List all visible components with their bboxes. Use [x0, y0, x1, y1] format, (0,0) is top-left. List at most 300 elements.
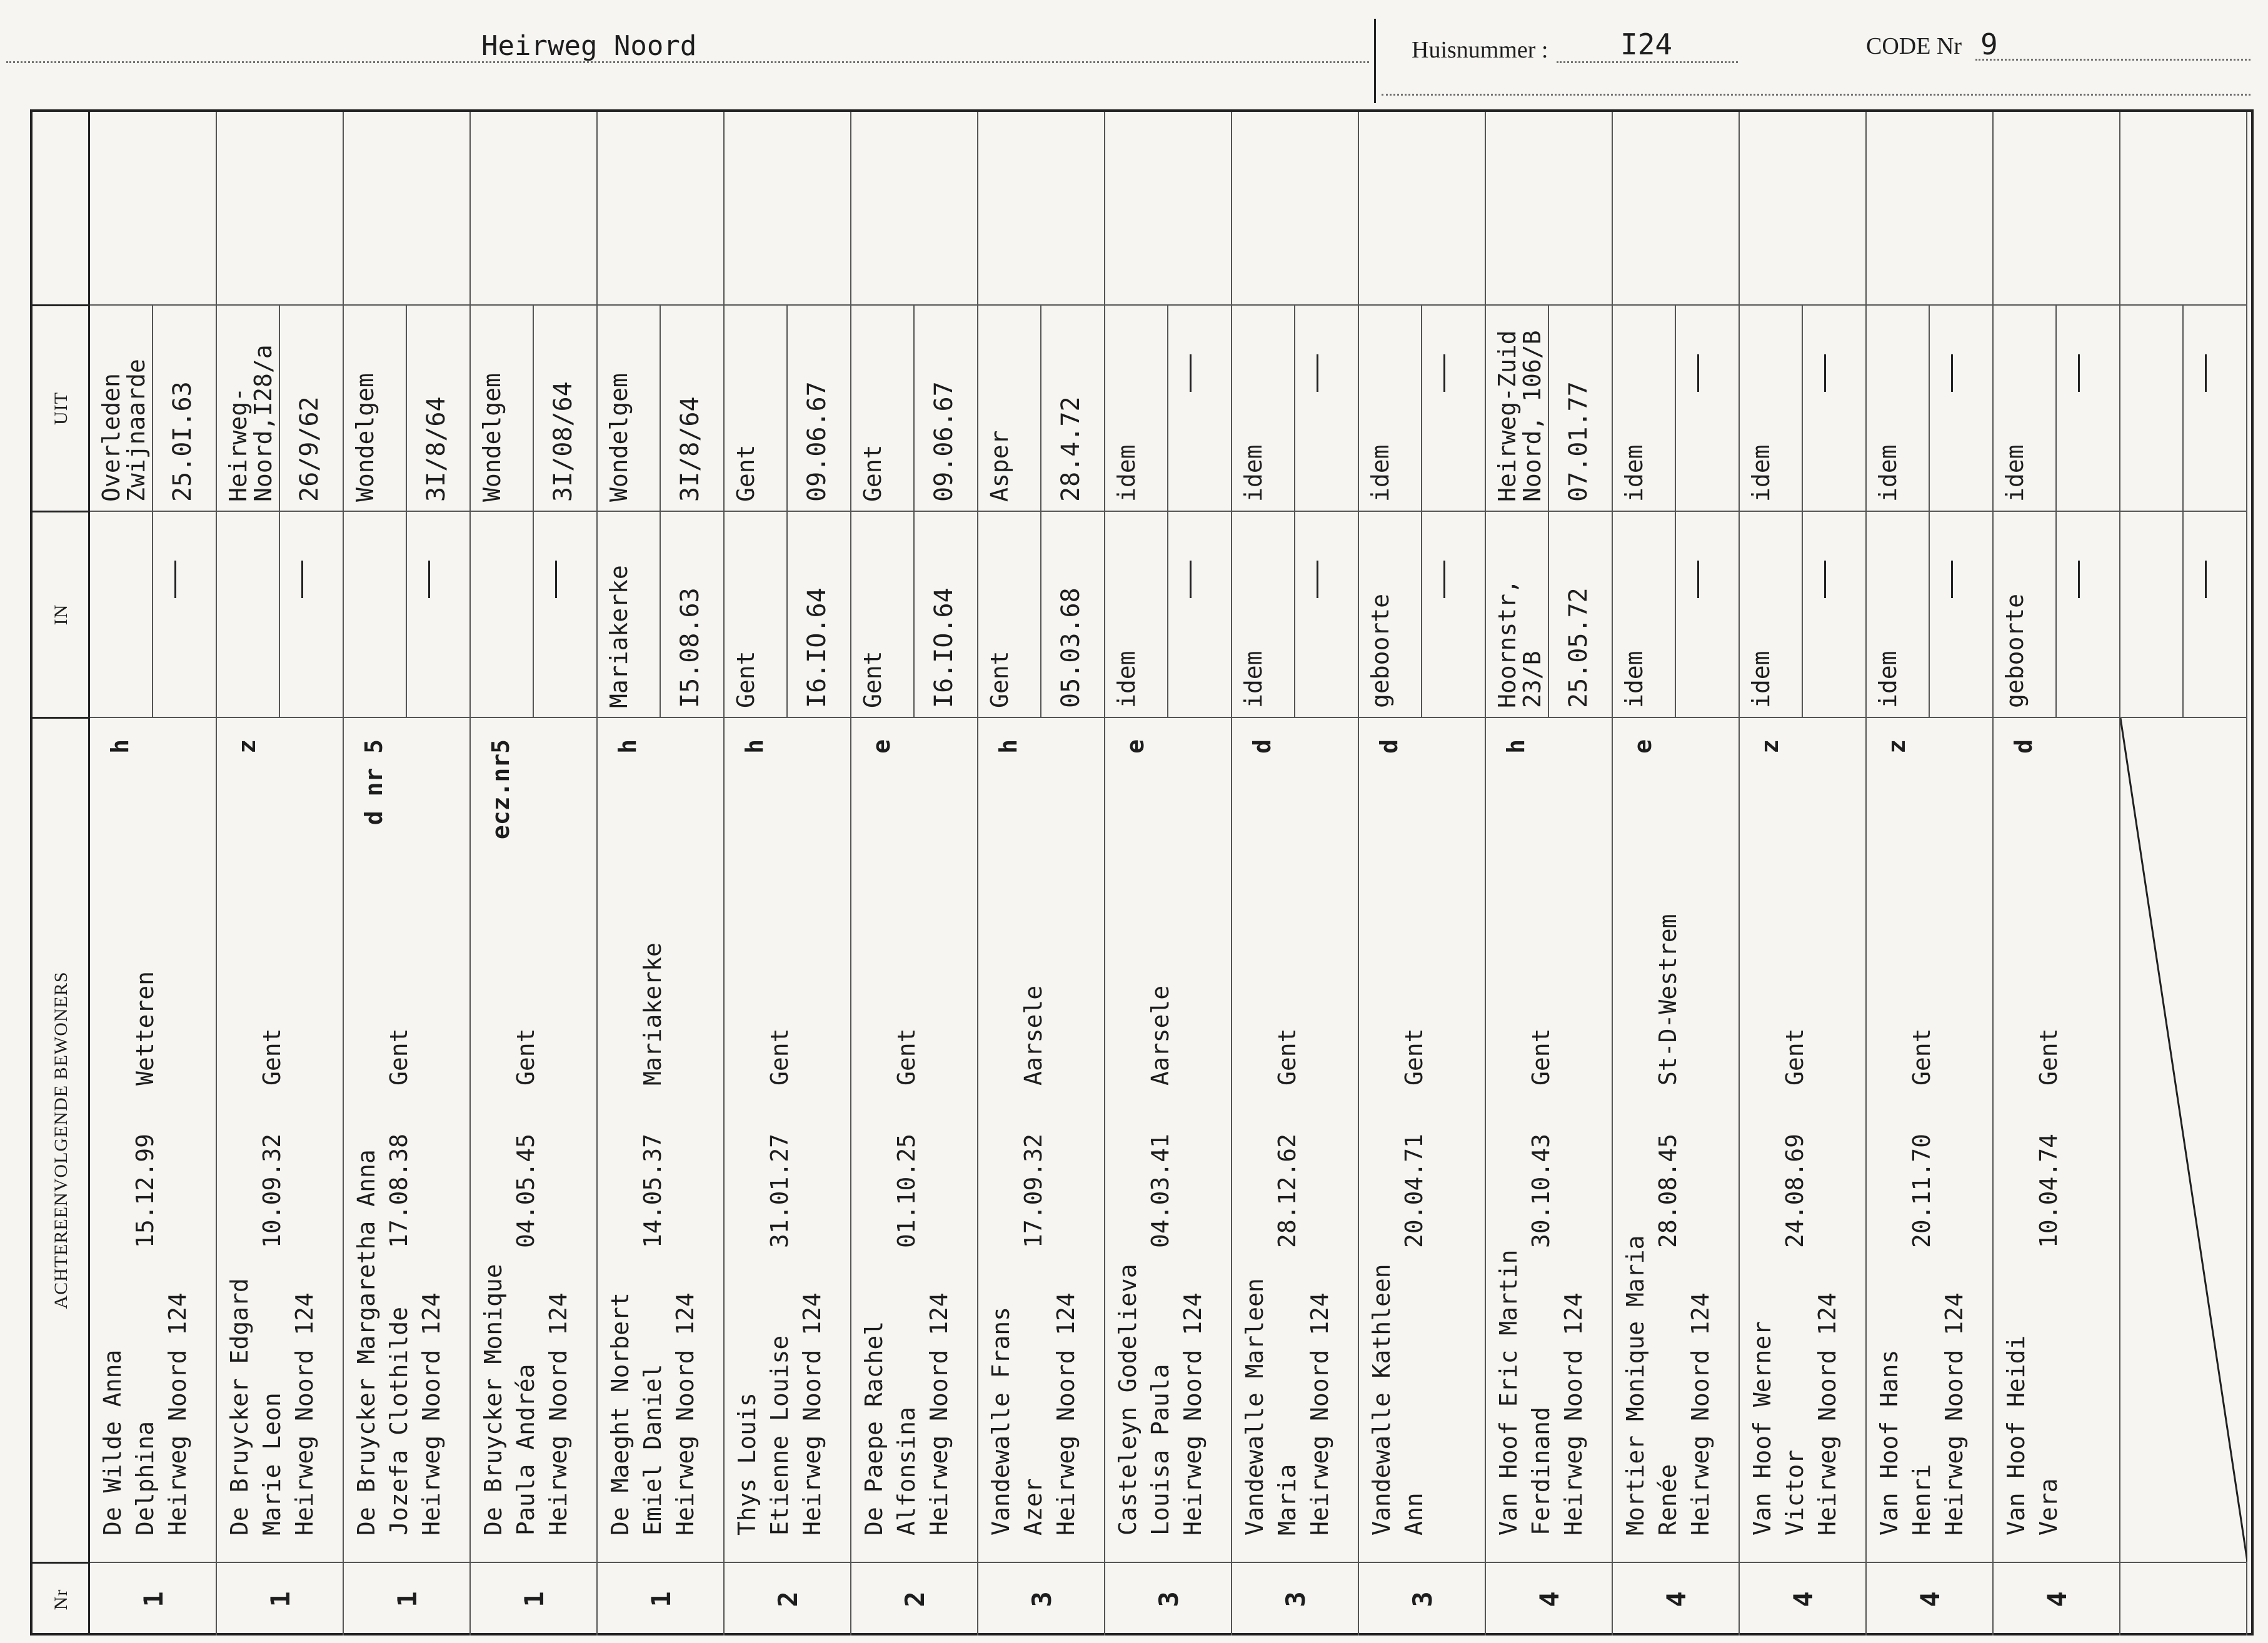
street-dotted-line [6, 61, 1369, 63]
birth-date: 10.09.32 [258, 1133, 286, 1248]
resident-address: Heirweg Noord 124 [671, 1292, 699, 1536]
resident-surname: Van Hoof Hans [1875, 1349, 1903, 1536]
in-origin: Mariakerke [598, 512, 661, 717]
household-nr: 4 [1613, 1562, 1740, 1636]
in-origin: Hoornstr, 23/B [1486, 512, 1549, 717]
resident-given-names: Emiel Daniel [639, 1364, 666, 1536]
table-row [978, 112, 1105, 1636]
blank-cell [1613, 112, 1740, 304]
resident-line-2 [1147, 734, 1179, 1536]
relation-code: d nr 5 [360, 739, 388, 826]
resident-surname: De Maeght Norbert [606, 1292, 634, 1536]
uit-cell [1105, 304, 1232, 511]
household-nr: 1 [344, 1562, 471, 1636]
household-nr: 4 [1486, 1562, 1613, 1636]
in-cell [598, 511, 725, 717]
resident-address: Heirweg Noord 124 [798, 1292, 826, 1536]
birth-place: Wetteren [131, 971, 159, 1086]
in-cell [725, 511, 851, 717]
blank-cell [1105, 112, 1232, 304]
empty-dash [1190, 561, 1192, 598]
birth-date: 04.05.45 [512, 1133, 539, 1248]
empty-dash [1443, 354, 1445, 392]
code-dotted-line [1975, 59, 2250, 61]
blank-cell [851, 112, 978, 304]
resident-line-2 [1527, 734, 1560, 1536]
in-origin: geboorte [1359, 512, 1422, 717]
resident-line-2 [2035, 734, 2067, 1536]
resident-line-2 [1020, 734, 1052, 1536]
uit-date: 26/9/62 [295, 396, 324, 502]
resident-cell [1994, 717, 2120, 1562]
resident-surname: Thys Louis [733, 1392, 761, 1536]
resident-cell [1613, 717, 1740, 1562]
resident-given-names: Vera [2035, 1478, 2062, 1536]
resident-line-2 [893, 734, 925, 1536]
resident-line-2 [1400, 734, 1433, 1536]
uit-cell [471, 304, 598, 511]
in-origin: geboorte [1994, 512, 2057, 717]
table-row [1867, 112, 1994, 1636]
uit-cell [2120, 304, 2247, 511]
uit-destination: idem [1359, 306, 1422, 511]
card-header [0, 0, 2268, 103]
table-row [471, 112, 598, 1636]
in-origin: idem [1740, 512, 1803, 717]
uit-date: 09.06.67 [930, 381, 958, 502]
household-nr: 4 [1994, 1562, 2120, 1636]
in-origin: idem [1867, 512, 1930, 717]
uit-date [2057, 306, 2120, 511]
relation-code: h [995, 739, 1022, 754]
resident-given-names: Ferdinand [1527, 1407, 1555, 1536]
empty-dash [2078, 354, 2080, 392]
birth-date: 20.11.70 [1908, 1133, 1935, 1248]
uit-date: 3I/8/64 [422, 396, 451, 502]
relation-code: h [614, 739, 641, 754]
resident-given-names: Henri [1908, 1464, 1935, 1536]
uit-date [1803, 306, 1867, 511]
resident-cell [471, 717, 598, 1562]
col-header-blank [33, 112, 90, 304]
uit-cell [344, 304, 471, 511]
rotated-table [33, 112, 2254, 1636]
resident-address: Heirweg Noord 124 [418, 1292, 445, 1536]
birth-place: Gent [2035, 1028, 2062, 1086]
empty-dash [1190, 354, 1192, 392]
in-cell [978, 511, 1105, 717]
resident-cell [2120, 717, 2247, 1562]
household-nr: 1 [90, 1562, 217, 1636]
uit-destination: Wondelgem [344, 306, 407, 511]
resident-line-3 [1179, 734, 1212, 1536]
household-nr: 2 [725, 1562, 851, 1636]
in-cell [471, 511, 598, 717]
blank-cell [2120, 112, 2247, 304]
resident-surname: Vandewalle Frans [987, 1306, 1015, 1536]
birth-place: Mariakerke [639, 942, 666, 1086]
uit-cell [1232, 304, 1359, 511]
birth-date: 20.04.71 [1400, 1133, 1428, 1248]
uit-destination: idem [1867, 306, 1930, 511]
relation-code: z [233, 739, 261, 754]
household-nr [2120, 1562, 2247, 1636]
blank-cell [344, 112, 471, 304]
resident-address: Heirweg Noord 124 [1814, 1292, 1841, 1536]
resident-cell [1105, 717, 1232, 1562]
birth-place: Gent [1908, 1028, 1935, 1086]
uit-cell [1613, 304, 1740, 511]
resident-line-1 [1622, 734, 1654, 1536]
table-row [598, 112, 725, 1636]
header-divider [1374, 19, 1376, 103]
relation-code: e [1121, 739, 1149, 754]
resident-given-names: Delphina [131, 1421, 159, 1536]
relation-code: d [1375, 739, 1403, 754]
resident-given-names: Ann [1400, 1492, 1428, 1536]
in-date [2184, 512, 2247, 717]
col-header-residents: ACHTEREENVOLGENDE BEWONERS [33, 717, 90, 1562]
resident-line-3 [1306, 734, 1338, 1536]
resident-line-3 [1433, 734, 1465, 1536]
resident-line-1 [733, 734, 766, 1536]
birth-date: 15.12.99 [131, 1133, 159, 1248]
birth-date: 28.12.62 [1273, 1133, 1301, 1248]
col-header-in: IN [33, 511, 90, 717]
in-origin [344, 512, 407, 717]
uit-date [1930, 306, 1994, 511]
table-row [2120, 112, 2247, 1636]
col-header-uit: UIT [33, 304, 90, 511]
resident-surname: De Bruycker Monique [479, 1264, 507, 1536]
resident-line-2 [512, 734, 544, 1536]
uit-destination: idem [1740, 306, 1803, 511]
uit-destination: Wondelgem [471, 306, 534, 511]
household-nr: 3 [1105, 1562, 1232, 1636]
birth-date: 28.08.45 [1654, 1133, 1682, 1248]
in-origin: Gent [725, 512, 788, 717]
resident-cell [725, 717, 851, 1562]
birth-place: Gent [1527, 1028, 1555, 1086]
uit-destination: idem [1994, 306, 2057, 511]
resident-line-3 [544, 734, 577, 1536]
uit-destination: Heirweg-Noord,I28/a [217, 306, 280, 511]
relation-code: d [2010, 739, 2037, 754]
uit-destination: Heirweg-Zuid Noord, 106/B [1486, 306, 1549, 511]
resident-cell [90, 717, 217, 1562]
blank-cell [217, 112, 344, 304]
resident-cell [978, 717, 1105, 1562]
uit-date [1168, 306, 1232, 511]
empty-dash [1824, 561, 1826, 598]
resident-surname: De Bruycker Edgard [226, 1278, 253, 1536]
resident-line-3 [1940, 734, 1973, 1536]
resident-line-1 [1875, 734, 1908, 1536]
relation-code: d [1248, 739, 1276, 754]
in-date [2057, 512, 2120, 717]
empty-dash [1824, 354, 1826, 392]
birth-place: Gent [385, 1028, 413, 1086]
resident-address: Heirweg Noord 124 [1560, 1292, 1587, 1536]
resident-surname: Vandewalle Marleen [1241, 1278, 1268, 1536]
blank-cell [725, 112, 851, 304]
empty-dash [2205, 354, 2207, 392]
resident-line-1 [1749, 734, 1781, 1536]
resident-surname: Casteleyn Godelieva [1114, 1264, 1142, 1536]
blank-cell [1740, 112, 1867, 304]
in-date [1676, 512, 1740, 717]
resident-line-3 [1560, 734, 1592, 1536]
household-nr: 4 [1867, 1562, 1994, 1636]
in-date [1168, 512, 1232, 717]
resident-address: Heirweg Noord 124 [291, 1292, 318, 1536]
resident-line-3 [1687, 734, 1719, 1536]
empty-dash [555, 561, 557, 598]
resident-line-3 [291, 734, 323, 1536]
birth-place: Gent [258, 1028, 286, 1086]
resident-line-3 [925, 734, 958, 1536]
blank-cell [1994, 112, 2120, 304]
resident-address: Heirweg Noord 124 [925, 1292, 953, 1536]
huisnummer-value: I24 [1620, 27, 1673, 61]
resident-given-names: Marie Leon [258, 1392, 286, 1536]
in-date [1930, 512, 1994, 717]
cancel-stroke [2120, 718, 2247, 1562]
resident-surname: Van Hoof Werner [1749, 1321, 1776, 1536]
resident-surname: De Bruycker Margaretha Anna [353, 1149, 380, 1536]
relation-code: ecz.nr5 [487, 739, 514, 840]
birth-date: 24.08.69 [1781, 1133, 1809, 1248]
blank-cell [978, 112, 1105, 304]
resident-surname: Vandewalle Kathleen [1368, 1264, 1395, 1536]
resident-cell [1486, 717, 1613, 1562]
birth-date: 17.08.38 [385, 1133, 413, 1248]
street-name: Heirweg Noord [481, 30, 697, 62]
in-date [1803, 512, 1867, 717]
uit-destination: Gent [725, 306, 788, 511]
table-row [1105, 112, 1232, 1636]
blank-cell [1867, 112, 1994, 304]
uit-date [1422, 306, 1486, 511]
birth-date: 10.04.74 [2035, 1133, 2062, 1248]
resident-line-1 [2002, 734, 2035, 1536]
in-cell [1613, 511, 1740, 717]
in-cell [1232, 511, 1359, 717]
relation-code: h [106, 739, 134, 754]
in-cell [1105, 511, 1232, 717]
in-date: 05.03.68 [1056, 587, 1085, 708]
in-cell [217, 511, 344, 717]
empty-dash [2205, 561, 2207, 598]
header-bottom-dotted-line [1382, 94, 2250, 96]
resident-given-names: Azer [1020, 1478, 1047, 1536]
blank-cell [471, 112, 598, 304]
in-origin: idem [1232, 512, 1295, 717]
in-cell [1994, 511, 2120, 717]
resident-cell [1359, 717, 1486, 1562]
in-date [153, 512, 217, 717]
in-origin: idem [1105, 512, 1168, 717]
in-origin [2120, 512, 2184, 717]
in-origin [217, 512, 280, 717]
table-row [1994, 112, 2120, 1636]
household-nr: 1 [217, 1562, 344, 1636]
resident-address: Heirweg Noord 124 [1940, 1292, 1968, 1536]
resident-given-names: Louisa Paula [1147, 1364, 1174, 1536]
table-row [851, 112, 978, 1636]
in-origin: Gent [851, 512, 915, 717]
birth-place: Aarsele [1020, 985, 1047, 1086]
resident-line-3 [164, 734, 196, 1536]
resident-surname: Mortier Monique Maria [1622, 1235, 1649, 1536]
resident-line-2 [766, 734, 798, 1536]
household-nr: 4 [1740, 1562, 1867, 1636]
relation-code: z [1756, 739, 1784, 754]
uit-cell [1359, 304, 1486, 511]
resident-line-2 [1908, 734, 1940, 1536]
uit-date: 3I/08/64 [549, 381, 578, 502]
resident-given-names: Paula Andréa [512, 1364, 539, 1536]
household-nr: 3 [978, 1562, 1105, 1636]
empty-dash [1951, 561, 1953, 598]
blank-cell [1486, 112, 1613, 304]
table-row [1740, 112, 1867, 1636]
uit-destination: Asper [978, 306, 1041, 511]
resident-surname: De Paepe Rachel [860, 1321, 888, 1536]
table-row [90, 112, 217, 1636]
uit-cell [978, 304, 1105, 511]
resident-line-3 [2067, 734, 2100, 1536]
uit-date: 3I/8/64 [676, 396, 705, 502]
uit-date: 28.4.72 [1056, 396, 1085, 502]
resident-address: Heirweg Noord 124 [1687, 1292, 1714, 1536]
uit-date [1676, 306, 1740, 511]
resident-line-2 [639, 734, 671, 1536]
resident-surname: Van Hoof Heidi [2002, 1335, 2030, 1536]
uit-cell [598, 304, 725, 511]
in-cell [1740, 511, 1867, 717]
resident-address: Heirweg Noord 124 [544, 1292, 572, 1536]
empty-dash [1317, 354, 1318, 392]
resident-address: Heirweg Noord 124 [164, 1292, 191, 1536]
birth-place: Gent [893, 1028, 920, 1086]
resident-surname: Van Hoof Eric Martin [1495, 1249, 1522, 1536]
code-value: 9 [1980, 27, 1998, 61]
uit-date: 09.06.67 [803, 381, 831, 502]
birth-place: St-D-Westrem [1654, 914, 1682, 1086]
resident-line-2 [1781, 734, 1814, 1536]
household-nr: 2 [851, 1562, 978, 1636]
resident-line-1 [860, 734, 893, 1536]
in-date [1295, 512, 1359, 717]
birth-date: 01.10.25 [893, 1133, 920, 1248]
birth-date: 04.03.41 [1147, 1133, 1174, 1248]
household-nr: 1 [471, 1562, 598, 1636]
resident-line-1 [1114, 734, 1147, 1536]
uit-cell [1740, 304, 1867, 511]
household-nr: 3 [1232, 1562, 1359, 1636]
in-cell [344, 511, 471, 717]
resident-cell [1232, 717, 1359, 1562]
uit-destination: Overleden Zwijnaarde [90, 306, 153, 511]
birth-place: Gent [766, 1028, 793, 1086]
uit-destination: Gent [851, 306, 915, 511]
table-row [1232, 112, 1359, 1636]
uit-destination: Wondelgem [598, 306, 661, 511]
resident-given-names: Etienne Louise [766, 1335, 793, 1536]
resident-line-3 [671, 734, 704, 1536]
table-header [33, 112, 90, 1636]
birth-place: Gent [1400, 1028, 1428, 1086]
resident-line-2 [131, 734, 164, 1536]
blank-cell [1232, 112, 1359, 304]
uit-date [2184, 306, 2247, 511]
table-row [217, 112, 344, 1636]
resident-address: Heirweg Noord 124 [1052, 1292, 1080, 1536]
table-row [1359, 112, 1486, 1636]
in-date: I6.IO.64 [803, 587, 831, 708]
uit-date: 07.01.77 [1564, 381, 1593, 502]
household-nr: 1 [598, 1562, 725, 1636]
resident-line-2 [1654, 734, 1687, 1536]
resident-given-names: Alfonsina [893, 1407, 920, 1536]
in-date [534, 512, 598, 717]
resident-line-1 [987, 734, 1020, 1536]
birth-date: 31.01.27 [766, 1133, 793, 1248]
resident-cell [344, 717, 471, 1562]
in-date: I6.IO.64 [930, 587, 958, 708]
in-cell [1359, 511, 1486, 717]
birth-place: Gent [512, 1028, 539, 1086]
code-label: CODE Nr [1866, 33, 1962, 59]
blank-cell [1359, 112, 1486, 304]
col-header-nr: Nr [33, 1562, 90, 1636]
resident-line-2 [385, 734, 418, 1536]
resident-line-3 [798, 734, 831, 1536]
table-row [344, 112, 471, 1636]
resident-given-names: Victor [1781, 1449, 1809, 1536]
resident-given-names: Renée [1654, 1464, 1682, 1536]
household-nr: 3 [1359, 1562, 1486, 1636]
resident-cell [1867, 717, 1994, 1562]
resident-line-3 [1052, 734, 1085, 1536]
birth-place: Gent [1273, 1028, 1301, 1086]
in-date: I5.08.63 [676, 587, 705, 708]
in-cell [1867, 511, 1994, 717]
table-row [1486, 112, 1613, 1636]
empty-dash [2078, 561, 2080, 598]
resident-line-2 [258, 734, 291, 1536]
in-date [407, 512, 471, 717]
resident-line-1 [1495, 734, 1527, 1536]
resident-address: Heirweg Noord 124 [1306, 1292, 1333, 1536]
relation-code: h [1502, 739, 1530, 754]
uit-cell [1994, 304, 2120, 511]
resident-line-1 [1241, 734, 1273, 1536]
resident-surname: De Wilde Anna [99, 1349, 126, 1536]
uit-destination: idem [1613, 306, 1676, 511]
in-date [1422, 512, 1486, 717]
birth-place: Aarsele [1147, 985, 1174, 1086]
resident-address: Heirweg Noord 124 [1179, 1292, 1207, 1536]
empty-dash [1317, 561, 1318, 598]
huisnummer-label: Huisnummer : [1412, 37, 1548, 63]
relation-code: z [1883, 739, 1910, 754]
table-row [1613, 112, 1740, 1636]
uit-cell [851, 304, 978, 511]
birth-date: 17.09.32 [1020, 1133, 1047, 1248]
relation-code: e [1629, 739, 1657, 754]
